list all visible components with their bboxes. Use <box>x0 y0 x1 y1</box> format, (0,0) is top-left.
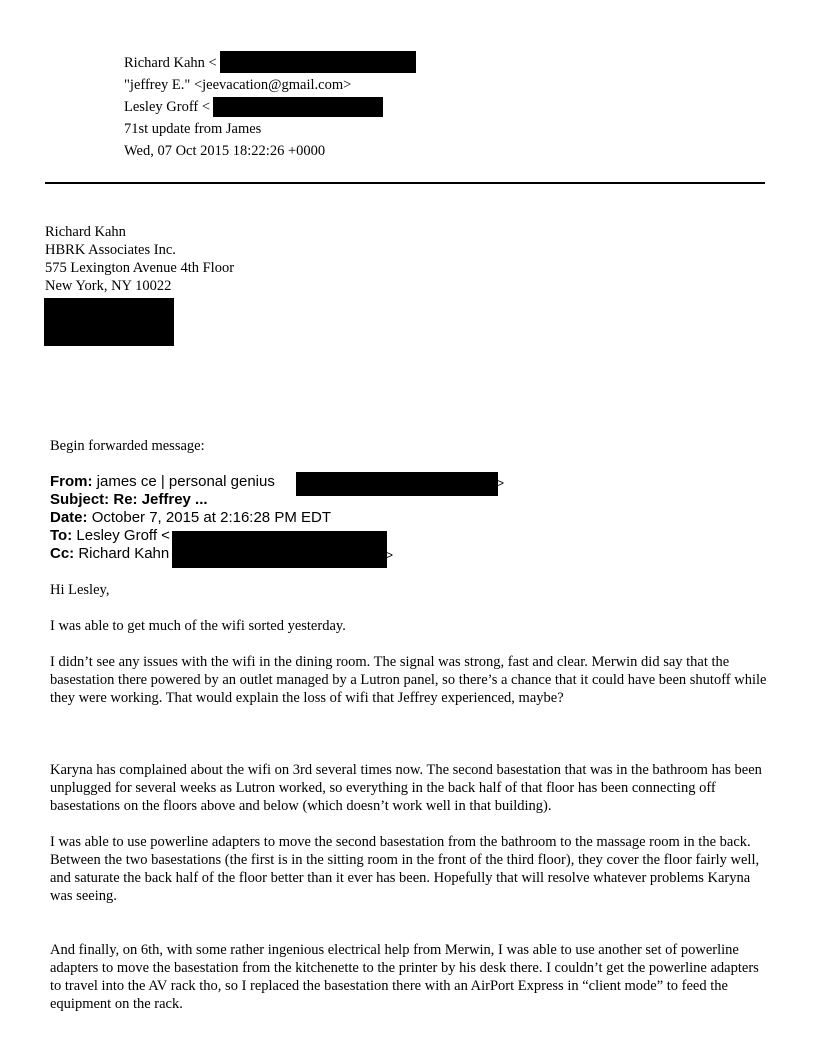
body-greeting: Hi Lesley, <box>50 582 110 598</box>
redaction-forwarded-to-cc <box>172 531 387 568</box>
signature-address-line1: 575 Lexington Avenue 4th Floor <box>45 260 235 276</box>
body-paragraph-5: And finally, on 6th, with some rather ingenious electrical help from Merwin, I was able to use another set of powerline adapters to move the basestation from the kitchenette to the printer by his desk there. I couldn’t get the powerline adapters to travel into the AV rack tho, so I replaced the basestation there with an AirPort Express in “client mode” to feed the equipment on the rack. <box>50 942 759 1012</box>
signature-company: HBRK Associates Inc. <box>45 242 176 258</box>
redaction-from-email <box>220 51 416 73</box>
forwarded-date-row <box>50 509 331 527</box>
forwarded-subject-value: Re: Jeffrey ... <box>113 491 208 508</box>
forwarded-date-value: October 7, 2015 at 2:16:28 PM EDT <box>91 509 331 526</box>
forwarded-from-label: From: <box>50 473 93 490</box>
forwarded-to-label: To: <box>50 527 73 544</box>
redaction-end-bracket-cc: > <box>386 548 394 562</box>
forwarded-cc-row <box>50 545 169 563</box>
forwarded-cc-label: Cc: <box>50 545 75 562</box>
forwarded-cc-value: Richard Kahn <box>78 545 170 562</box>
redaction-forwarded-from <box>296 472 498 496</box>
body-paragraph-1: I was able to get much of the wifi sorted yesterday. <box>50 618 346 634</box>
header-date-value: Wed, 07 Oct 2015 18:22:26 +0000 <box>124 143 326 159</box>
signature-name: Richard Kahn <box>45 224 126 240</box>
header-from-value: Richard Kahn < <box>124 55 217 71</box>
header-to-value: "jeffrey E." <jeevacation@gmail.com> <box>124 77 352 93</box>
forwarded-from-row <box>50 473 275 491</box>
forwarded-from-value: james ce | personal genius <box>96 473 275 490</box>
forwarded-date-label: Date: <box>50 509 88 526</box>
body-paragraph-4: I was able to use powerline adapters to move the second basestation from the bathroom to the massage room in the back. Between the two basestations (the first is in the sitting room in the front of the third floor), they cover the floor fairly well, and saturate the back half of the floor better than it ever has been. Hopefully that will resolve whatever problems Karyna was seeing. <box>50 834 760 904</box>
redaction-cc-email <box>213 97 383 117</box>
forwarded-intro: Begin forwarded message: <box>50 438 205 454</box>
redaction-signature-block <box>44 298 174 346</box>
forwarded-subject-label: Subject: <box>50 491 110 508</box>
forwarded-to-row <box>50 527 170 545</box>
signature-address-line2: New York, NY 10022 <box>45 278 172 294</box>
forwarded-subject-row <box>50 491 208 509</box>
header-cc-value: Lesley Groff < <box>124 99 211 115</box>
forwarded-to-value: Lesley Groff < <box>76 527 170 544</box>
redaction-end-bracket-from: > <box>497 476 505 490</box>
body-paragraph-3: Karyna has complained about the wifi on 3rd several times now. The second basestation that was in the bathroom has been unplugged for several weeks as Lutron worked, so everything in the back half of that floor has been connecting off basestations on the floors above and below (which doesn’t work well in that building). <box>50 762 762 814</box>
body-paragraph-2: I didn’t see any issues with the wifi in the dining room. The signal was strong, fast and clear. Merwin did say that the basestation there powered by an outlet managed by a Lutron panel, so there’s a chance that it could have been shutoff while they were working. That would explain the loss of wifi that Jeffrey experienced, maybe? <box>50 654 767 706</box>
header-divider <box>45 182 765 184</box>
header-subject-value: 71st update from James <box>124 121 262 137</box>
